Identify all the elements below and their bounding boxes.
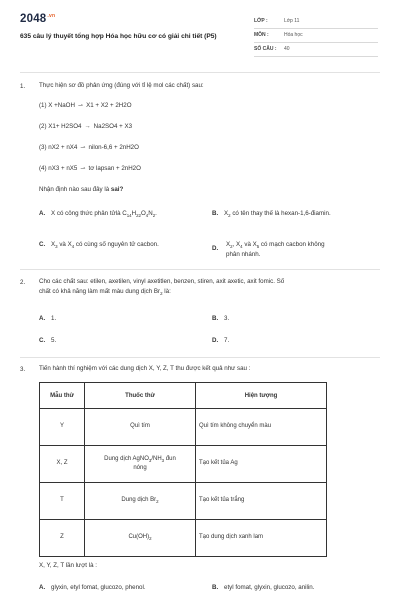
question-1-option-d[interactable]: D. $X_2$, $X_4$ và $X_5$ có mạch cacbon không phân nhánh. <box>212 241 325 258</box>
reaction-arrow-icon: ⇀ <box>80 144 86 151</box>
table-cell-sample: Z <box>40 520 85 557</box>
table-row <box>40 409 327 446</box>
question-3-prompt: X, Y, Z, T lần lượt là : <box>39 562 97 569</box>
reaction-2: (2) X1+ H2SO4 → Na2SO4 + X3 <box>39 123 133 130</box>
question-1-number: 1. <box>20 83 26 90</box>
question-3-number: 3. <box>20 366 26 373</box>
table-header-reagent: Thuốc thử <box>85 383 196 409</box>
question-1-intro: Thực hiện sơ đồ phản ứng (đúng với tỉ lệ mol các chất) sau: <box>39 82 204 89</box>
question-2-number: 2. <box>20 279 26 286</box>
reaction-3: (3) nX2 + nX4 ⇀ nilon-6,6 + 2nH2O <box>39 144 139 151</box>
reaction-arrow-icon: ⇀ <box>77 102 84 109</box>
question-3-intro: Tiến hành thí nghiệm với các dung dịch X, Y, Z, T thu được kết quả như sau : <box>39 365 251 372</box>
table-cell-reagent: Quì tím <box>85 409 196 446</box>
reaction-arrow-icon: ⇀ <box>80 165 86 172</box>
table-header-phenomenon: Hiện tượng <box>196 383 327 409</box>
table-cell-phenomenon: Quì tím không chuyển màu <box>196 409 327 446</box>
results-table <box>39 382 327 557</box>
meta-subject: MÔN : Hóa học <box>254 29 378 43</box>
meta-class: LỚP : Lớp 11 <box>254 15 378 29</box>
table-cell-sample: Y <box>40 409 85 446</box>
question-1-prompt: Nhận định nào sau đây là sai? <box>39 186 124 193</box>
table-row <box>40 483 327 520</box>
reaction-1: (1) X +NaOH ⇀ X1 + X2 + 2H2O <box>39 102 132 109</box>
table-cell-reagent: Dung dịch $AgNO_3/NH_3$ đun nóng <box>85 446 196 483</box>
question-2-text: Cho các chất sau: etilen, axetilen, vinyl axetitlen, benzen, stiren, axit axetic, axit fomic. Số chất có khả năng làm mất màu dung dịch $Br_2$ là: <box>39 278 285 297</box>
table-cell-phenomenon: Tạo dung dịch xanh lam <box>196 520 327 557</box>
table-header-row <box>40 383 327 409</box>
question-divider <box>20 357 380 358</box>
table-row <box>40 446 327 483</box>
table-cell-sample: T <box>40 483 85 520</box>
table-cell-phenomenon: Tạo kết tủa Ag <box>196 446 327 483</box>
header <box>0 0 400 68</box>
header-divider <box>20 72 380 73</box>
question-divider <box>20 269 380 270</box>
site-logo[interactable]: $2048^{.vn}$ <box>20 13 56 25</box>
reaction-4: (4) nX3 + nX5 ⇀ tơ lapsan + 2nH2O <box>39 165 141 172</box>
table-header-sample: Mẫu thử <box>40 383 85 409</box>
table-cell-reagent: $Cu(OH)_2$ <box>85 520 196 557</box>
document-page: $2048^{.vn}$ 635 câu lý thuyết tổng hợp Hóa học hữu cơ có giải chi tiết (P5) LỚP : Lớp 11 MÔN : Hóa học SỐ CÂU : 40 1. Thực hiện sơ đồ phản ứng (đúng với tỉ lệ mol các chất) sau: (1) X +NaOH ⇀ X1 + X2 + 2H2O (2) X1+ H2SO4 → Na2SO4 + X3 (3) nX2 + nX4 ⇀ nilon-6,6 + 2nH2O (4) nX3 + nX5 ⇀ tơ lapsan + 2nH2O Nhận định nào sau đây là sai? A. X có công thức phân tửlà $C_{14}H_{22}O_4N_2$. B. $X_2$ có tên thay thế là hexan-1,6-điamin. C. $X_3$ và $X_4$ có cùng số nguyên tử cacbon. D. $X_2$, $X_4$ và $X_5$ có mạch cacbon không phân nhánh. 2. Cho các chất sau: etilen, axetilen, vinyl axetitlen, benzen, stiren, axit axetic, axit fomic. Số chất có khả năng làm mất màu dung dịch $Br_2$ là: A. 1. B. 3. C. 5. D. 7. 3. Tiến hành thí nghiệm với các dung dịch X, Y, Z, T thu được kết quả như sau : Mẫu thử Thuốc thử Hiện tượng Y Quì tím Quì tím không chuyển màu X, Z Dung dịch $AgNO_3/NH_3$ đun nóng Tạo kết tủa Ag T Dung dịch $Br_2$ Tạo kết tủa trắng Z $Cu(OH)_2$ Tạo dung dịch xanh lam X, Y, Z, T lần lượt là : A. glyxin, etyl fomat, glucozo, phenol. B. etyl fomat, glyxin, glucozo, anilin. <box>0 0 400 600</box>
table-cell-phenomenon: Tạo kết tủa trắng <box>196 483 327 520</box>
document-title: 635 câu lý thuyết tổng hợp Hóa học hữu cơ có giải chi tiết (P5) <box>20 33 217 40</box>
table-row <box>40 520 327 557</box>
table-cell-sample: X, Z <box>40 446 85 483</box>
table-cell-reagent: Dung dịch $Br_2$ <box>85 483 196 520</box>
meta-question-count: SỐ CÂU : 40 <box>254 43 378 57</box>
reaction-arrow-icon: → <box>84 123 91 130</box>
